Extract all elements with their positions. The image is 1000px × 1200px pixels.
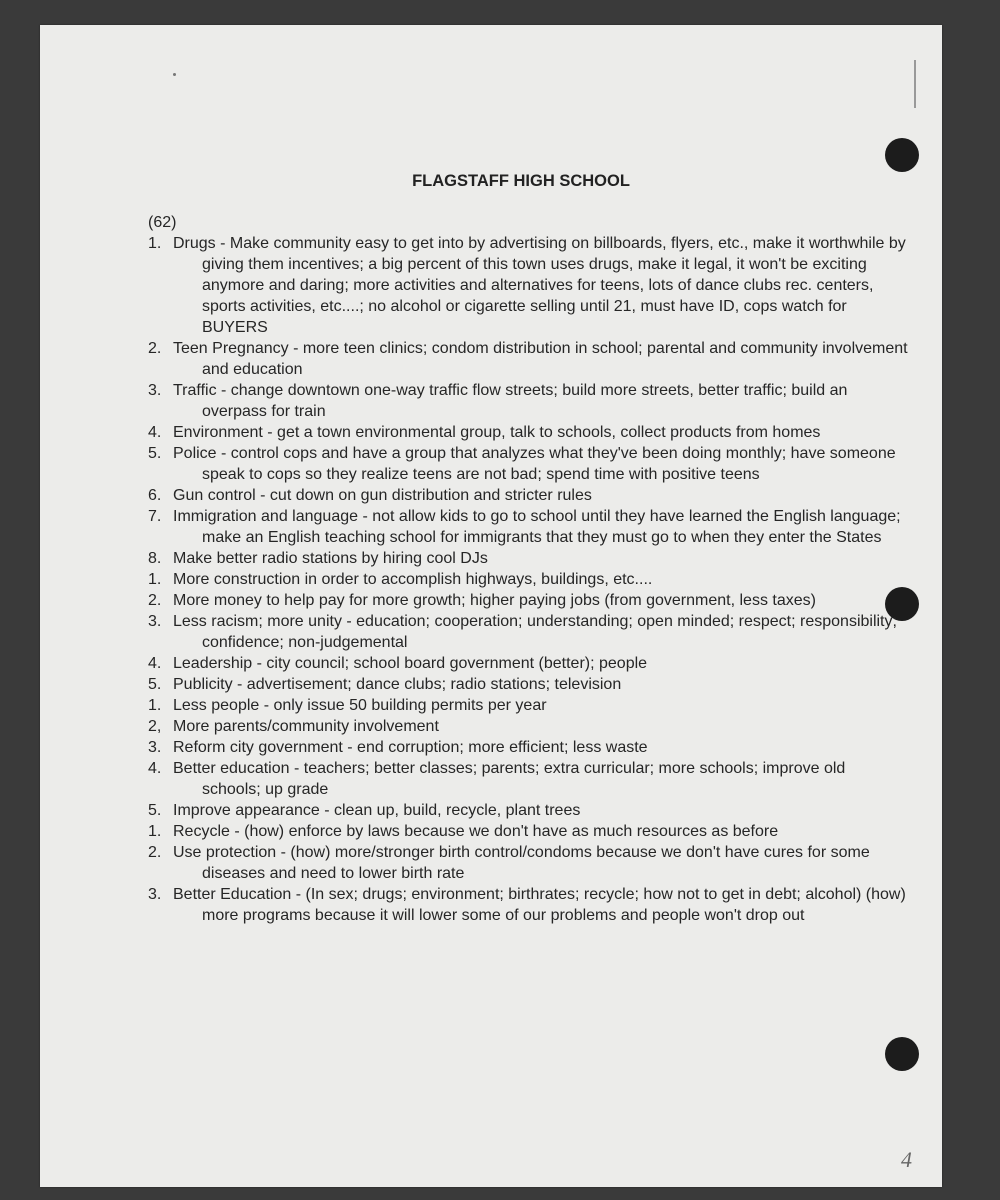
item-text: Better education - teachers; better classes; parents; extra curricular; more schools; improve old schools; up grade [173, 760, 846, 798]
page-number-mark: 4 [901, 1147, 912, 1172]
item-text: Traffic - change downtown one-way traffic flow streets; build more streets, better traffic; build an overpass for train [173, 382, 848, 420]
list-item [148, 821, 908, 842]
list-item [148, 485, 908, 506]
item-number: 3. [148, 613, 162, 630]
count-label: (62) [148, 214, 177, 231]
list-item [148, 569, 908, 590]
item-text: Use protection - (how) more/stronger birth control/condoms because we don't have cures for some diseases and need to lower birth rate [173, 844, 870, 882]
item-text: Immigration and language - not allow kids to go to school until they have learned the English language; make an English teaching school for immigrants that they must go to when they enter the States [173, 508, 901, 546]
list-item [148, 737, 908, 758]
list-item [148, 338, 908, 380]
item-number: 5. [148, 676, 162, 693]
list-item [148, 884, 908, 926]
item-list [148, 821, 908, 926]
item-text: Teen Pregnancy - more teen clinics; condom distribution in school; parental and community involvement and education [173, 340, 908, 378]
list-item [148, 758, 908, 800]
list-item [148, 422, 908, 443]
item-text: More money to help pay for more growth; higher paying jobs (from government, less taxes) [173, 592, 816, 609]
item-text: Reform city government - end corruption; more efficient; less waste [173, 739, 648, 756]
list-item [148, 695, 908, 716]
list-item [148, 548, 908, 569]
list-item [148, 611, 908, 653]
list-item [148, 443, 908, 485]
item-number: 2. [148, 592, 162, 609]
document-body [148, 212, 908, 926]
list-item [148, 800, 908, 821]
item-number: 3. [148, 382, 162, 399]
item-text: Less people - only issue 50 building permits per year [173, 697, 547, 714]
item-number: 2, [148, 718, 162, 735]
list-item [148, 716, 908, 737]
list-item [148, 842, 908, 884]
item-number: 1. [148, 697, 162, 714]
list-item [148, 380, 908, 422]
list-item [148, 653, 908, 674]
item-text: Leadership - city council; school board government (better); people [173, 655, 648, 672]
item-text: Better Education - (In sex; drugs; environment; birthrates; recycle; how not to get in debt; alcohol) (how) more programs because it will lower some of our problems and people won't drop out [173, 886, 906, 924]
list-item [148, 506, 908, 548]
item-text: Recycle - (how) enforce by laws because we don't have as much resources as before [173, 823, 779, 840]
item-number: 5. [148, 802, 162, 819]
list-groups [148, 233, 908, 926]
list-item [148, 233, 908, 338]
item-number: 8. [148, 550, 162, 567]
list-item [148, 674, 908, 695]
item-number: 4. [148, 424, 162, 441]
item-list [148, 695, 908, 821]
item-number: 2. [148, 844, 162, 861]
item-text: More construction in order to accomplish highways, buildings, etc.... [173, 571, 653, 588]
item-number: 1. [148, 823, 162, 840]
punch-hole-bottom [885, 1037, 919, 1071]
item-number: 1. [148, 571, 162, 588]
item-number: 1. [148, 235, 162, 252]
item-text: Police - control cops and have a group that analyzes what they've been doing monthly; have someone speak to cops so they realize teens are not bad; spend time with positive teens [173, 445, 896, 483]
page-title: FLAGSTAFF HIGH SCHOOL [412, 172, 630, 190]
document-page [40, 25, 942, 1187]
item-text: More parents/community involvement [173, 718, 439, 735]
item-text: Drugs - Make community easy to get into by advertising on billboards, flyers, etc., make it worthwhile by giving them incentives; a big percent of this town uses drugs, make it legal, it won't be exciting anymore and daring; more activities and alternatives for teens, lots of dance clubs rec. centers, sports activities, etc....; no alcohol or cigarette selling until 21, must have ID, cops watch for BUYERS [173, 235, 906, 336]
item-text: Publicity - advertisement; dance clubs; radio stations; television [173, 676, 622, 693]
item-number: 4. [148, 760, 162, 777]
item-number: 3. [148, 886, 162, 903]
item-number: 5. [148, 445, 162, 462]
item-text: Gun control - cut down on gun distribution and stricter rules [173, 487, 592, 504]
item-list [148, 233, 908, 569]
item-text: Less racism; more unity - education; cooperation; understanding; open minded; respect; responsibility; confidence; non-judgemental [173, 613, 897, 651]
item-number: 4. [148, 655, 162, 672]
item-text: Environment - get a town environmental group, talk to schools, collect products from homes [173, 424, 821, 441]
item-list [148, 569, 908, 695]
edge-mark [914, 60, 916, 108]
item-text: Improve appearance - clean up, build, recycle, plant trees [173, 802, 581, 819]
speck [173, 73, 176, 76]
item-number: 3. [148, 739, 162, 756]
item-number: 6. [148, 487, 162, 504]
item-number: 2. [148, 340, 162, 357]
item-text: Make better radio stations by hiring cool DJs [173, 550, 488, 567]
list-item [148, 590, 908, 611]
punch-hole-top [885, 138, 919, 172]
item-number: 7. [148, 508, 162, 525]
